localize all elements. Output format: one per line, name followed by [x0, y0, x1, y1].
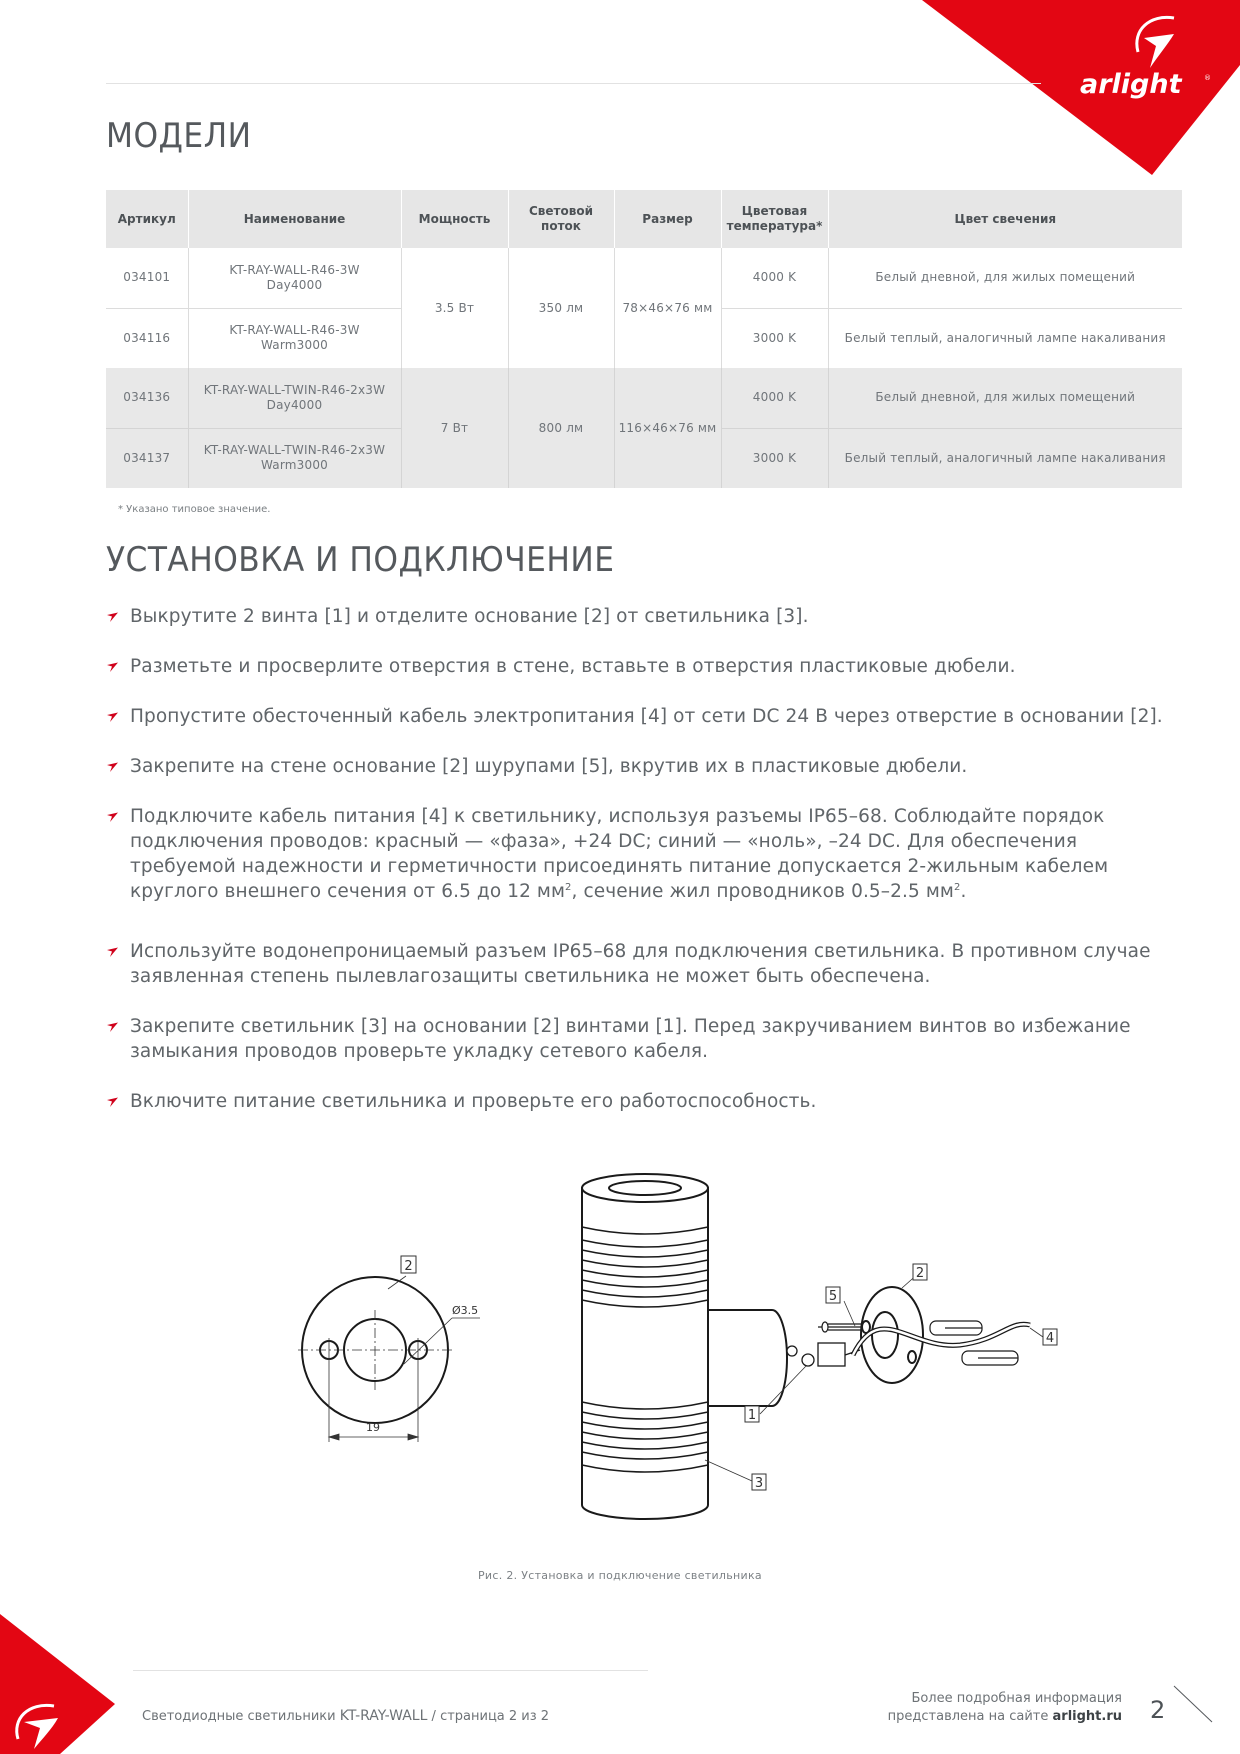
arrow-bullet-icon [106, 661, 120, 673]
arrow-bullet-icon [106, 711, 120, 723]
luminaire-drawing [582, 1174, 787, 1519]
color-cell: Белый теплый, аналогичный лампе накаливания [828, 308, 1182, 368]
arrow-bullet-icon [106, 946, 120, 958]
list-item: Выкрутите 2 винта [1] и отделите основание [2] от светильника [3]. [106, 604, 1186, 629]
table-footnote: * Указано типовое значение. [118, 504, 271, 515]
name-cell: KT-RAY-WALL-TWIN-R46-2x3W Day4000 [188, 368, 401, 428]
table-header-row [106, 190, 1182, 248]
footer-document-info: Светодиодные светильники KT-RAY-WALL / страница 2 из 2 [142, 1708, 550, 1724]
callout-2: 2 [915, 1266, 925, 1281]
arlight-logo-corner [922, 0, 1240, 175]
page-slash-decoration [1172, 1684, 1214, 1724]
arrow-bullet-icon [106, 761, 120, 773]
flux-cell: 350 лм [508, 248, 614, 368]
name-cell: KT-RAY-WALL-R46-3W Warm3000 [188, 308, 401, 368]
name-cell: KT-RAY-WALL-TWIN-R46-2x3W Warm3000 [188, 428, 401, 488]
list-item: Включите питание светильника и проверьте его работоспособность. [106, 1089, 1186, 1114]
models-table [106, 190, 1182, 488]
footer-site-info: Более подробная информация представлена на сайте arlight.ru [887, 1691, 1122, 1724]
install-steps-list [106, 604, 1186, 1139]
callout-1: 1 [747, 1408, 757, 1423]
footer-divider [133, 1670, 648, 1671]
flux-cell: 800 лм [508, 368, 614, 488]
figure-caption: Рис. 2. Установка и подключение светильника [478, 1569, 762, 1582]
installation-diagram [280, 1160, 1080, 1520]
temp-cell: 4000 K [721, 368, 828, 428]
color-cell: Белый дневной, для жилых помещений [828, 248, 1182, 308]
install-heading: УСТАНОВКА И ПОДКЛЮЧЕНИЕ [106, 540, 615, 580]
callout-5: 5 [828, 1289, 838, 1304]
list-item: Используйте водонепроницаемый разъем IP65–68 для подключения светильника. В противном случае заявленная степень пылевлагозащиты светильника не может быть обеспечена. [106, 939, 1186, 989]
list-item: Подключите кабель питания [4] к светильнику, используя разъемы IP65–68. Соблюдайте порядок подключения проводов: красный — «фаза», +24 DC; синий — «ноль», –24 DC. Для обеспечения требуемой надежности и герметичности присоединять питание допускается 2-жильным кабелем круглого внешнего сечения от 6.5 до 12 $мм^2$, сечение жил проводников 0.5–2.5 $мм^2$. [106, 804, 1186, 904]
header-divider [106, 83, 1041, 84]
article-cell: 034101 [106, 248, 188, 308]
col-article: Артикул [106, 190, 188, 248]
arrow-bullet-icon [106, 811, 120, 823]
temp-cell: 3000 K [721, 308, 828, 368]
callout-2-left: 2 [404, 1259, 413, 1274]
col-temp: Цветовая температура* [721, 190, 828, 248]
list-item: Закрепите светильник [3] на основании [2] винтами [1]. Перед закручиванием винтов во избежание замыкания проводов проверьте укладку сетевого кабеля. [106, 1014, 1186, 1064]
table-row [106, 248, 1182, 308]
col-name: Наименование [188, 190, 401, 248]
size-cell: 116×46×76 мм [614, 368, 721, 488]
article-cell: 034137 [106, 428, 188, 488]
name-cell: KT-RAY-WALL-R46-3W Day4000 [188, 248, 401, 308]
callout-3: 3 [754, 1476, 764, 1491]
svg-text:®: ® [1204, 74, 1211, 82]
list-item: Пропустите обесточенный кабель электропитания [4] от сети DC 24 В через отверстие в основании [2]. [106, 704, 1186, 729]
arlight-logo-footer [0, 1614, 115, 1754]
callout-4: 4 [1045, 1331, 1055, 1346]
hole-spacing-label: 19 [366, 1421, 380, 1434]
temp-cell: 4000 K [721, 248, 828, 308]
models-heading: МОДЕЛИ [106, 116, 252, 156]
col-flux: Световой поток [508, 190, 614, 248]
col-size: Размер [614, 190, 721, 248]
temp-cell: 3000 K [721, 428, 828, 488]
arrow-bullet-icon [106, 1096, 120, 1108]
color-cell: Белый дневной, для жилых помещений [828, 368, 1182, 428]
table-row [106, 368, 1182, 428]
power-cell: 3.5 Вт [401, 248, 508, 368]
list-item: Разметьте и просверлите отверстия в стене, вставьте в отверстия пластиковые дюбели. [106, 654, 1186, 679]
article-cell: 034116 [123, 330, 171, 345]
hole-diameter-label: Ø3.5 [452, 1304, 479, 1317]
article-cell: 034136 [106, 368, 188, 428]
color-cell: Белый теплый, аналогичный лампе накаливания [828, 428, 1182, 488]
arrow-bullet-icon [106, 1021, 120, 1033]
arlight-wordmark: arlight [1080, 69, 1182, 100]
site-link[interactable]: arlight.ru [1052, 1709, 1122, 1724]
col-power: Мощность [401, 190, 508, 248]
page-number: 2 [1150, 1696, 1166, 1724]
list-item: Закрепите на стене основание [2] шурупами [5], вкрутив их в пластиковые дюбели. [106, 754, 1186, 779]
power-cell: 7 Вт [401, 368, 508, 488]
arrow-bullet-icon [106, 611, 120, 623]
col-color: Цвет свечения [828, 190, 1182, 248]
size-cell: 78×46×76 мм [614, 248, 721, 368]
